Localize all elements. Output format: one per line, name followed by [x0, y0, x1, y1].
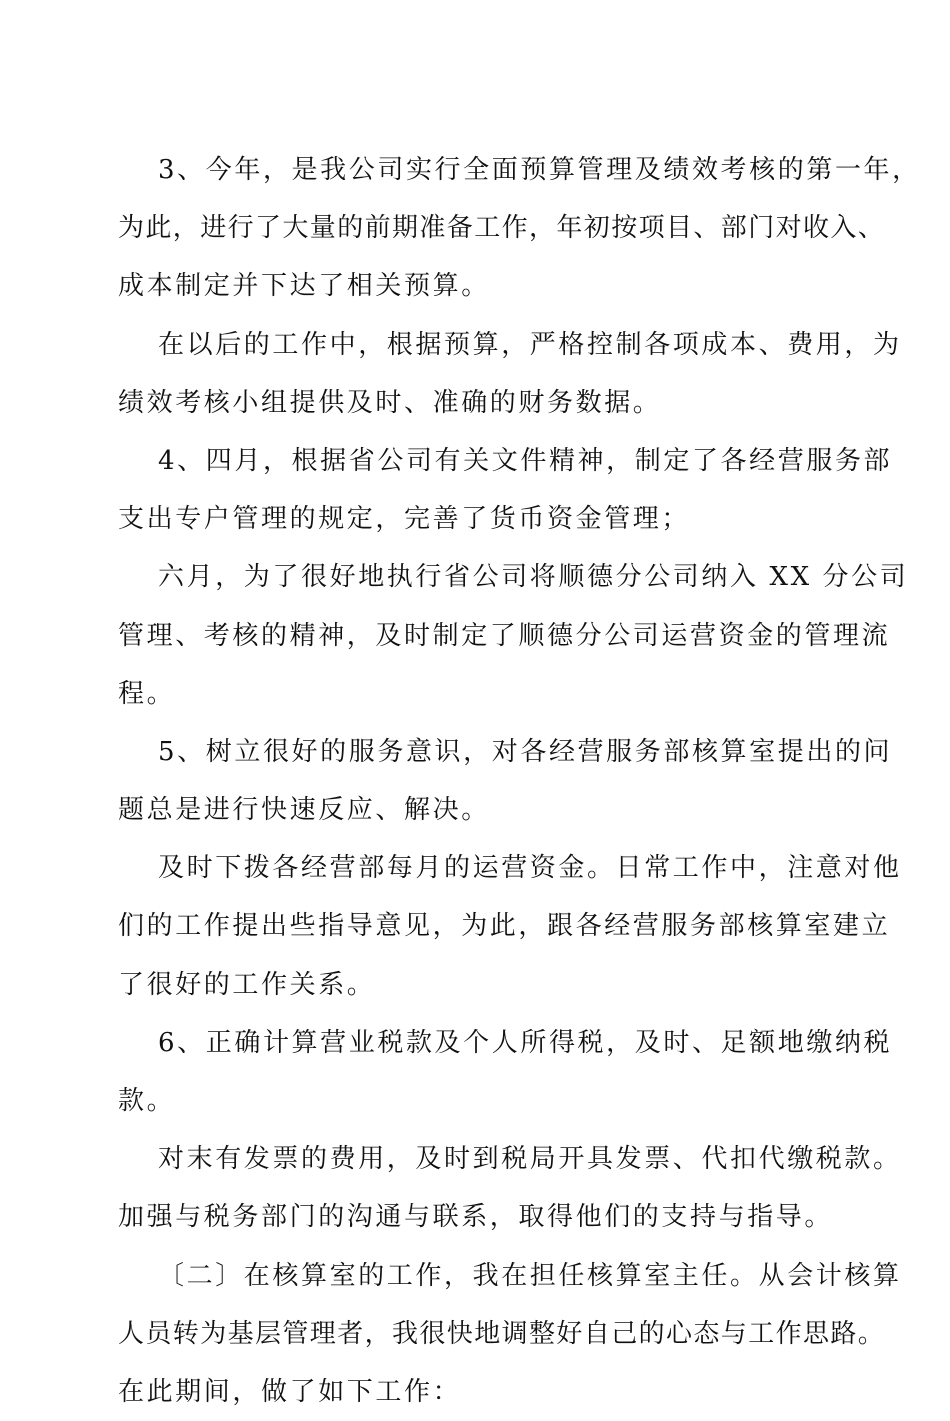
paragraph-june-line-3: 程。	[118, 678, 176, 709]
paragraph-section-2-line-2: 人员转为基层管理者，我很快地调整好自己的心态与工作思路。	[118, 1318, 886, 1349]
paragraph-6-line-1: 6、正确计算营业税款及个人所得税，及时、足额地缴纳税	[158, 1027, 893, 1058]
paragraph-6-line-2: 款。	[118, 1086, 176, 1116]
paragraph-funds-line-3: 了很好的工作关系。	[118, 969, 376, 1000]
paragraph-section-2-line-1: 〔二〕在核算室的工作，我在担任核算室主任。从会计核算	[158, 1260, 902, 1291]
paragraph-invoice-line-1: 对末有发票的费用，及时到税局开具发票、代扣代缴税款。	[158, 1144, 902, 1175]
paragraph-funds-line-1: 及时下拨各经营部每月的运营资金。日常工作中，注意对他	[158, 853, 902, 884]
paragraph-5-line-1: 5、树立很好的服务意识，对各经营服务部核算室提出的问	[158, 736, 893, 767]
paragraph-funds-line-2: 们的工作提出些指导意见，为此，跟各经营服务部核算室建立	[118, 911, 891, 942]
paragraph-june-line-1: 六月，为了很好地执行省公司将顺德分公司纳入 XX 分公司	[158, 562, 909, 593]
document-body	[118, 141, 921, 1421]
paragraph-invoice-line-2: 加强与税务部门的沟通与联系，取得他们的支持与指导。	[118, 1202, 834, 1233]
paragraph-4-line-1: 4、四月，根据省公司有关文件精神，制定了各经营服务部	[158, 445, 893, 476]
paragraph-budget-line-1: 在以后的工作中，根据预算，严格控制各项成本、费用，为	[158, 329, 902, 360]
paragraph-5-line-2: 题总是进行快速反应、解决。	[118, 795, 490, 826]
paragraph-june-line-2: 管理、考核的精神，及时制定了顺德分公司运营资金的管理流	[118, 620, 891, 651]
paragraph-3-line-3: 成本制定并下达了相关预算。	[118, 271, 490, 302]
paragraph-4-line-2: 支出专户管理的规定，完善了货币资金管理；	[118, 504, 691, 535]
paragraph-3-line-1: 3、今年，是我公司实行全面预算管理及绩效考核的第一年，	[158, 155, 921, 185]
paragraph-section-2-line-3: 在此期间，做了如下工作：	[118, 1376, 462, 1407]
paragraph-3-line-2: 为此，进行了大量的前期准备工作，年初按项目、部门对收入、	[118, 213, 886, 244]
paragraph-budget-line-2: 绩效考核小组提供及时、准确的财务数据。	[118, 387, 662, 418]
